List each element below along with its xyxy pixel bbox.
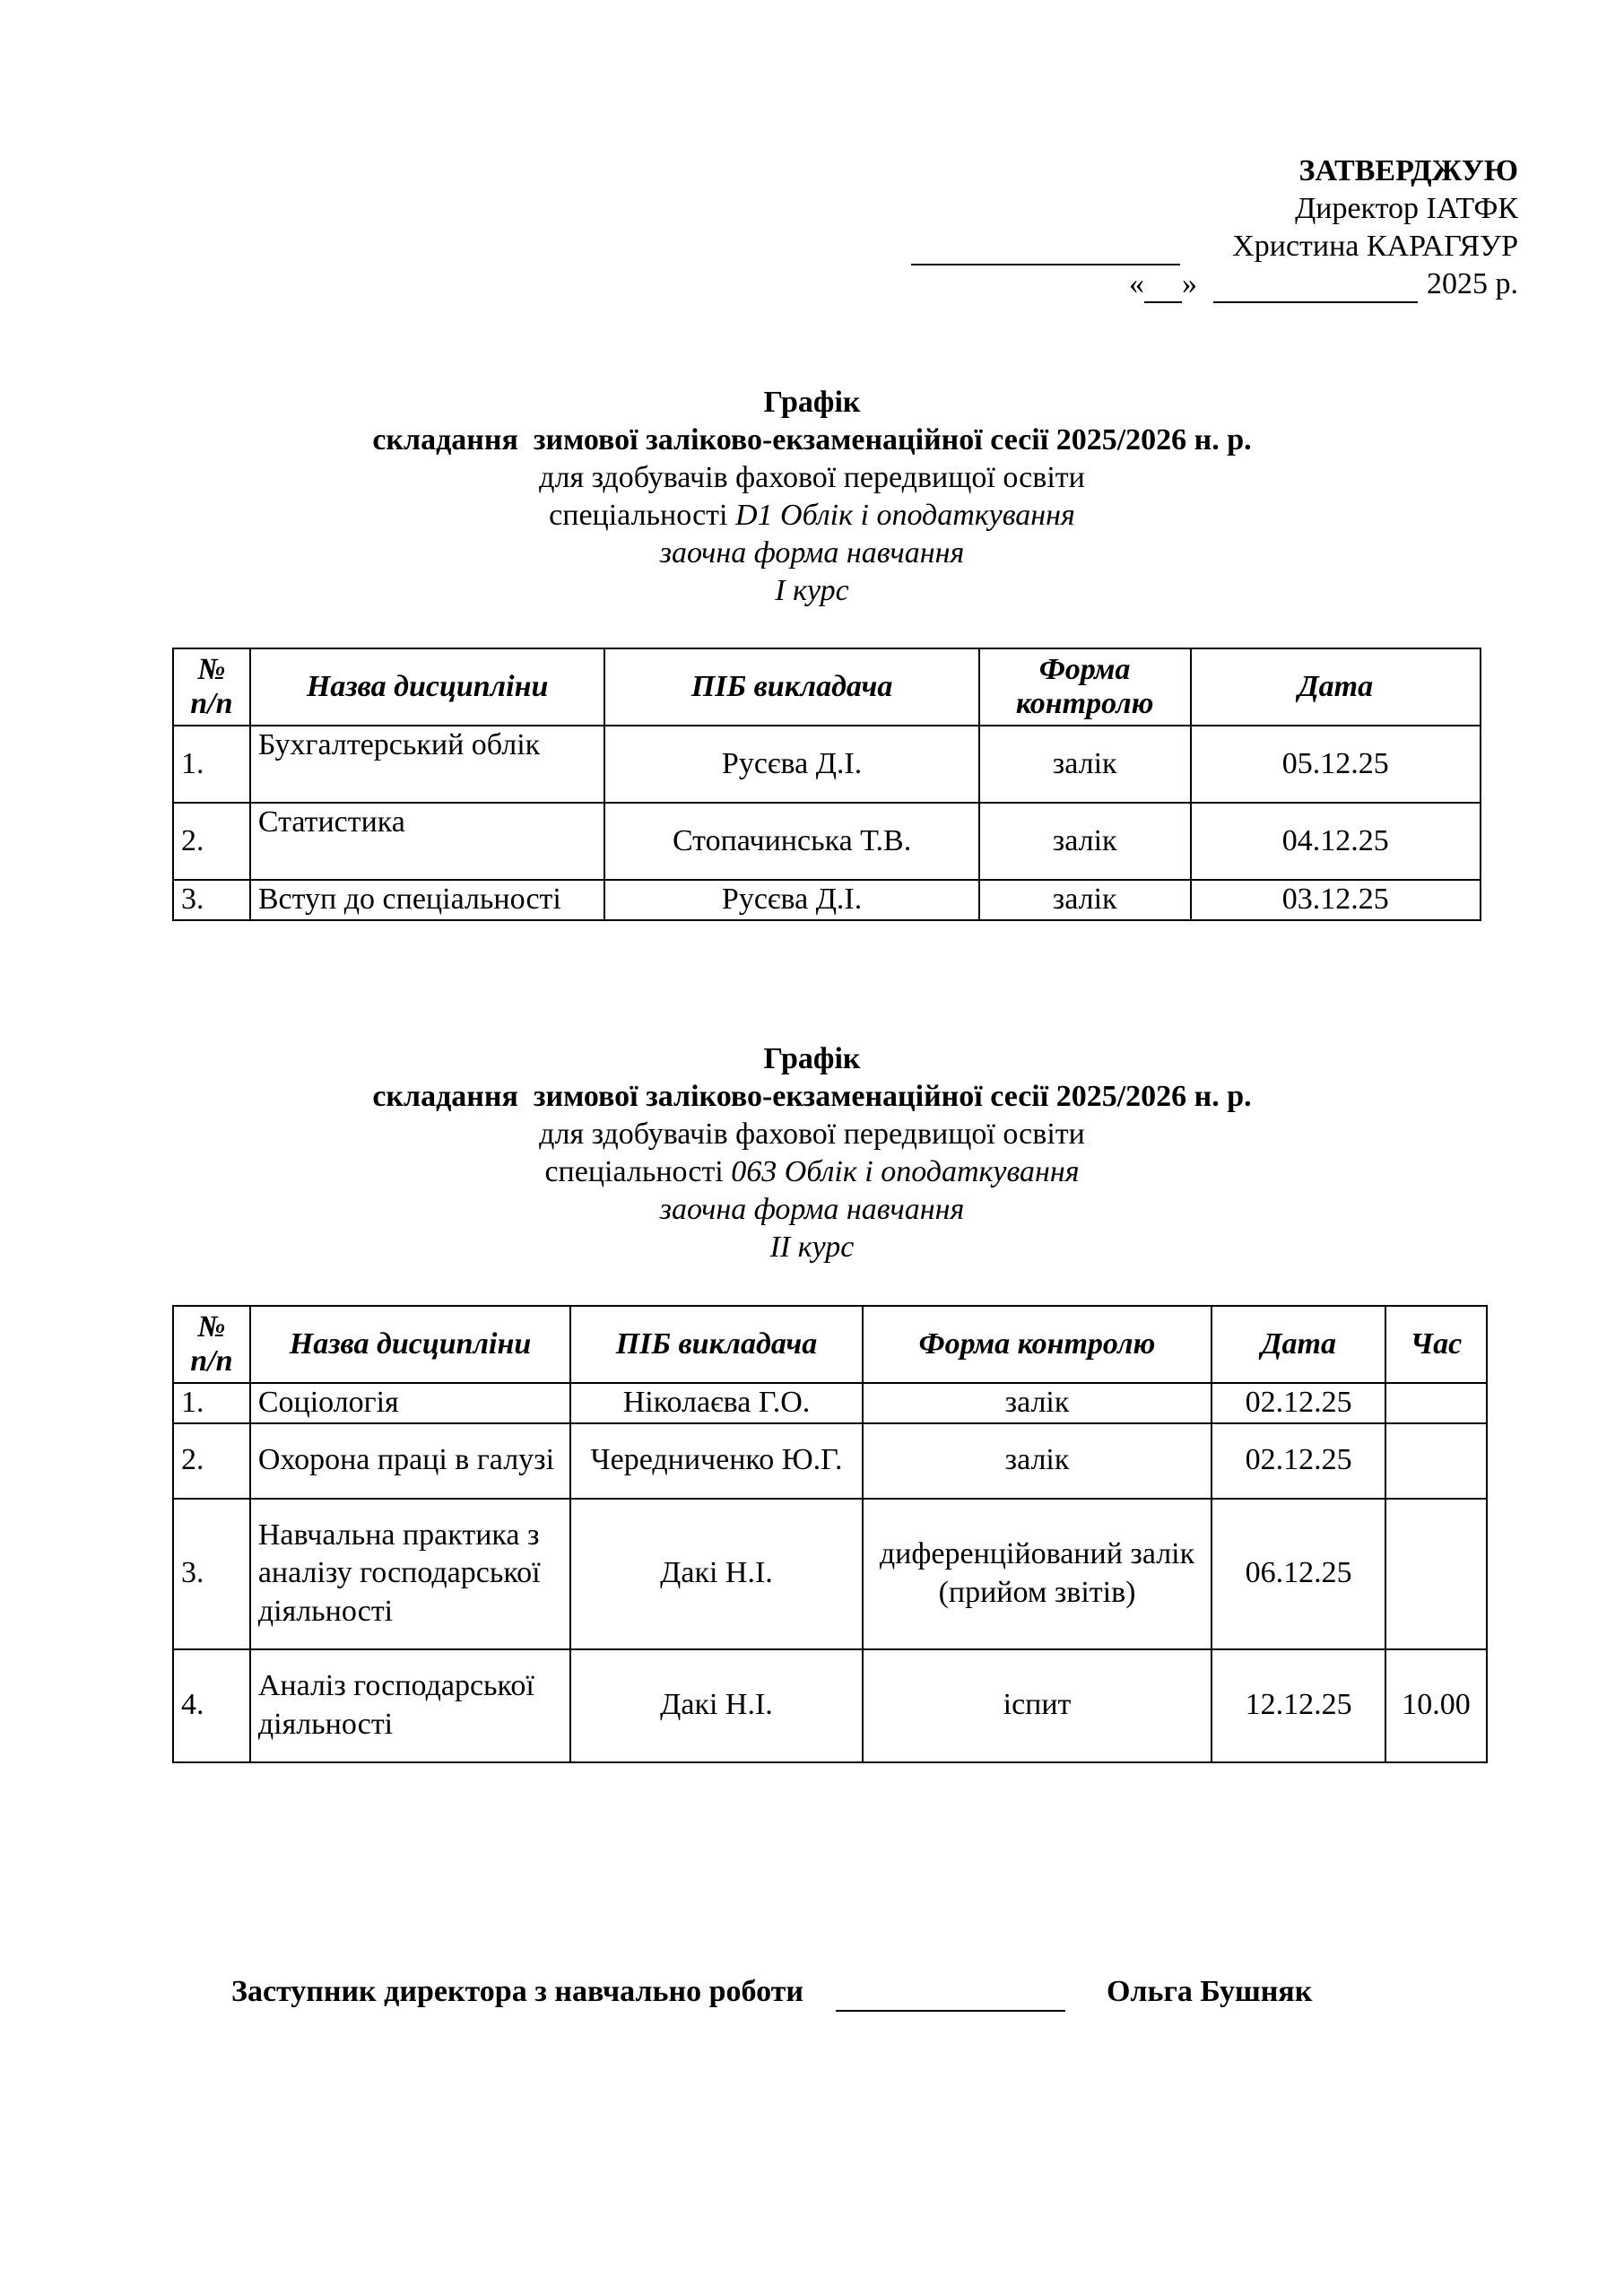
day-line <box>1144 274 1182 303</box>
col-header-control: Форма контролю <box>863 1306 1212 1383</box>
schedule1-subtitle: складання зимової заліково-екзаменаційної сесії 2025/2026 н. р. <box>372 423 1252 457</box>
schedule2-spec: 063 Облік і оподаткування <box>731 1155 1080 1188</box>
col-header-number: № п/п <box>173 1306 250 1383</box>
schedule1-spec-row: спеціальності D1 Облік і оподаткування <box>549 499 1075 532</box>
table-row: 2. Охорона праці в галузі Чередниченко Ю.Г. залік 02.12.25 <box>173 1423 1487 1499</box>
col-header-date: Дата <box>1211 1306 1385 1383</box>
footer-position: Заступник директора з навчально роботи <box>231 1975 803 2008</box>
schedule2-spec-row: спеціальності 063 Облік і оподаткування <box>544 1155 1080 1188</box>
footer-signature-line <box>836 1983 1065 2012</box>
schedule1-title: Графік <box>763 386 861 419</box>
schedule1-course: І курс <box>775 574 849 607</box>
col-header-teacher: ПІБ викладача <box>604 648 978 726</box>
table-row: 2. Статистика Стопачинська Т.В. залік 04.12.25 <box>173 803 1481 880</box>
col-header-control: Форма контролю <box>979 648 1191 726</box>
table-header-row <box>173 648 1481 726</box>
col-header-discipline: Назва дисципліни <box>250 648 605 726</box>
schedule2-line1: для здобувачів фахової передвищої освіти <box>539 1118 1085 1151</box>
table-row: 1. Соціологія Ніколаєва Г.О. залік 02.12.25 <box>173 1383 1487 1423</box>
month-line <box>1213 274 1418 303</box>
table-row: 3. Навчальна практика з аналізу господарської діяльності Дакі Н.І. диференційований залік (прийом звітів) 06.12.25 <box>173 1499 1487 1649</box>
approval-date-row: « » 2025 р. <box>911 265 1518 303</box>
schedule2-table <box>172 1305 1488 1763</box>
schedule1-table <box>172 648 1481 921</box>
approval-year: 2025 р. <box>1427 267 1518 300</box>
footer-name: Ольга Бушняк <box>1106 1975 1313 2008</box>
approval-block <box>911 152 1518 303</box>
schedule1-form: заочна форма навчання <box>659 536 965 570</box>
schedule2-subtitle: складання зимової заліково-екзаменаційної сесії 2025/2026 н. р. <box>372 1080 1252 1113</box>
table-row: 3. Вступ до спеціальності Русєва Д.І. залік 03.12.25 <box>173 880 1481 920</box>
schedule1-heading <box>0 384 1624 610</box>
col-header-date: Дата <box>1191 648 1481 726</box>
col-header-teacher: ПІБ викладача <box>570 1306 863 1383</box>
schedule2-form: заочна форма навчання <box>659 1193 965 1226</box>
approver-position: Директор ІАТФК <box>1295 192 1518 225</box>
schedule2-title: Графік <box>763 1042 861 1075</box>
approver-signature-row <box>911 228 1518 265</box>
schedule2-heading <box>0 1040 1624 1266</box>
signature-line <box>911 237 1180 265</box>
col-header-discipline: Назва дисципліни <box>250 1306 570 1383</box>
approval-title: ЗАТВЕРДЖУЮ <box>1298 154 1518 187</box>
table-header-row <box>173 1306 1487 1383</box>
schedule1-line1: для здобувачів фахової передвищої освіти <box>539 461 1085 494</box>
table-row: 4. Аналіз господарської діяльності Дакі Н.І. іспит 12.12.25 10.00 <box>173 1649 1487 1762</box>
approver-name: Христина КАРАГЯУР <box>1232 230 1518 263</box>
schedule1-spec: D1 Облік і оподаткування <box>734 499 1075 532</box>
footer-signature <box>231 1973 1312 2012</box>
col-header-number: № п/п <box>173 648 250 726</box>
col-header-time: Час <box>1385 1306 1487 1383</box>
schedule2-course: ІІ курс <box>769 1231 855 1264</box>
table-row: 1. Бухгалтерський облік Русєва Д.І. залік 05.12.25 <box>173 726 1481 803</box>
